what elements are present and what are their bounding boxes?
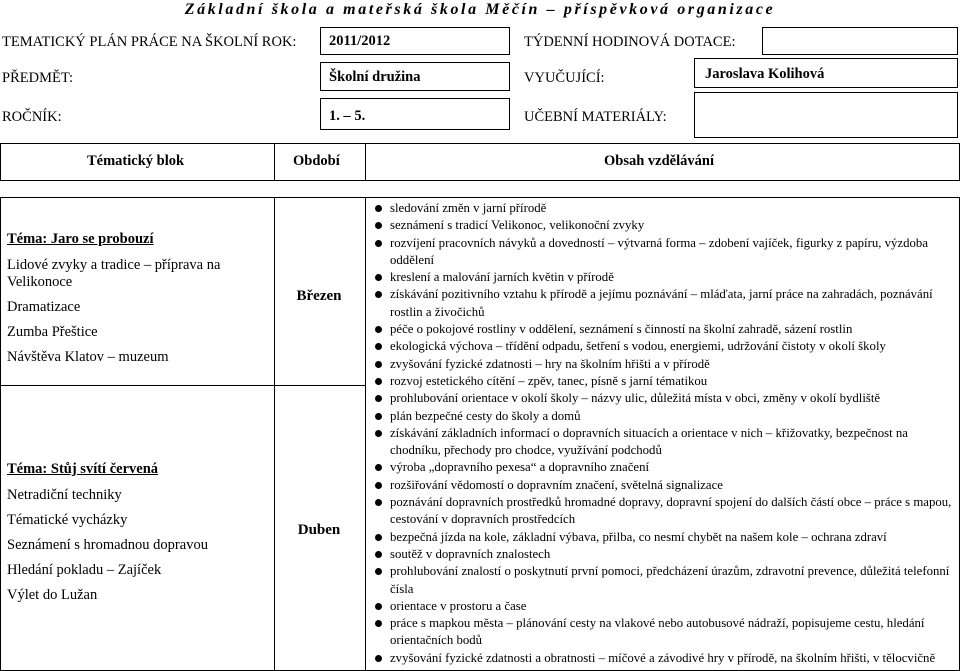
content-item: zvyšování fyzické zdatnosti a obratnosti – míčové a závodivé hry v přírodě, na školním hřišti, v tělocvičně — [374, 650, 958, 667]
content-item: rozvoj estetického cítění – zpěv, tanec, písně s jarní tématikou — [374, 373, 958, 390]
content-item: prohlubování znalostí o poskytnutí první pomoci, předcházení úrazům, zdravotní prevence, důležitá telefonní čísla — [374, 563, 958, 598]
grade-label: ROČNÍK: — [2, 109, 62, 125]
content-item: plán bezpečné cesty do školy a domů — [374, 408, 958, 425]
content-item: zvyšování fyzické zdatnosti – hry na školním hřišti a v přírodě — [374, 356, 958, 373]
content-item: poznávání dopravních prostředků hromadné dopravy, dopravní spojení do dalších částí obce – práce s mapou, cestování v dopravních prostředcích — [374, 494, 958, 529]
content-item: výroba „dopravního pexesa“ a dopravního značení — [374, 459, 958, 476]
grade-field: 1. – 5. — [320, 98, 510, 130]
subject-field: Školní družina — [320, 62, 510, 91]
theme-item: Lidové zvyky a tradice – příprava na Velikonoce — [7, 257, 221, 290]
school-name: Základní škola a mateřská škola Měčín – příspěvková organizace — [184, 1, 776, 18]
materials-label: UČEBNÍ MATERIÁLY: — [524, 109, 667, 125]
theme-item: Seznámení s hromadnou dopravou — [7, 537, 208, 553]
content-item: ekologická výchova – třídění odpadu, šetření s vodou, energiemi, udržování čistoty v okolí školy — [374, 338, 958, 355]
weekly-hours-field — [762, 27, 958, 55]
content-item: kreslení a malování jarních květin v přírodě — [374, 269, 958, 286]
column-header-block: Tématický blok — [87, 153, 185, 169]
teacher-label: VYUČUJÍCÍ: — [524, 70, 605, 86]
plan-label: TEMATICKÝ PLÁN PRÁCE NA ŠKOLNÍ ROK: — [2, 34, 297, 50]
column-header-content: Obsah vzdělávání — [604, 153, 714, 169]
theme-block-2 — [7, 461, 267, 612]
column-header-period: Období — [293, 153, 340, 169]
content-item: péče o pokojové rostliny v oddělení, seznámení s činností na školní zahradě, sázení rostlin — [374, 321, 958, 338]
theme-item: Tématické vycházky — [7, 512, 128, 528]
content-item: orientace v prostoru a čase — [374, 598, 958, 615]
content-item: bezpečná jízda na kole, základní výbava, přilba, co nesmí chybět na našem kole – ochrana zdraví — [374, 529, 958, 546]
theme-item: Výlet do Lužan — [7, 587, 98, 603]
subject-label: PŘEDMĚT: — [2, 70, 73, 86]
school-year-field: 2011/2012 — [320, 27, 510, 55]
content-item: prohlubování orientace v okolí školy – názvy ulic, důležitá místa v obci, změny v okolí bydliště — [374, 390, 958, 407]
theme-block-1 — [7, 231, 267, 374]
content-item: rozvíjení pracovních návyků a dovedností – výtvarná forma – zdobení vajíček, figurky z papíru, výzdoba oddělení — [374, 235, 958, 270]
theme-title: Téma: Jaro se probouzí — [7, 231, 154, 247]
content-item: sledování změn v jarní přírodě — [374, 200, 958, 217]
materials-field — [694, 92, 958, 138]
weekly-hours-label: TÝDENNÍ HODINOVÁ DOTACE: — [524, 34, 736, 50]
teacher-field: Jaroslava Kolihová — [694, 58, 958, 88]
theme-title: Téma: Stůj svítí červená — [7, 461, 159, 477]
column-header-row — [0, 143, 960, 181]
content-item: získávání pozitivního vztahu k přírodě a jejímu poznávání – mláďata, jarní práce na zahradách, poznávání rostlin a živočichů — [374, 286, 958, 321]
period-march: Březen — [296, 288, 342, 304]
content-item: práce s mapkou města – plánování cesty na vlakové nebo autobusové nádraží, popisujeme cestu, hledání orientačních bodů — [374, 615, 958, 650]
content-item: seznámení s tradicí Velikonoc, velikonoční zvyky — [374, 217, 958, 234]
theme-item: Návštěva Klatov – muzeum — [7, 349, 169, 365]
content-list — [374, 200, 958, 667]
theme-item: Zumba Přeštice — [7, 324, 98, 340]
content-item: soutěž v dopravních znalostech — [374, 546, 958, 563]
theme-item: Dramatizace — [7, 299, 81, 315]
content-item: získávání základních informací o dopravních situacích a orientace v nich – křižovatky, bezpečnost na chodníku, přechody pro chodce, využívání podchodů — [374, 425, 958, 460]
period-april: Duben — [297, 522, 341, 538]
theme-item: Hledání pokladu – Zajíček — [7, 562, 162, 578]
content-item: rozšiřování vědomostí o dopravním značení, světelná signalizace — [374, 477, 958, 494]
theme-item: Netradiční techniky — [7, 487, 122, 503]
